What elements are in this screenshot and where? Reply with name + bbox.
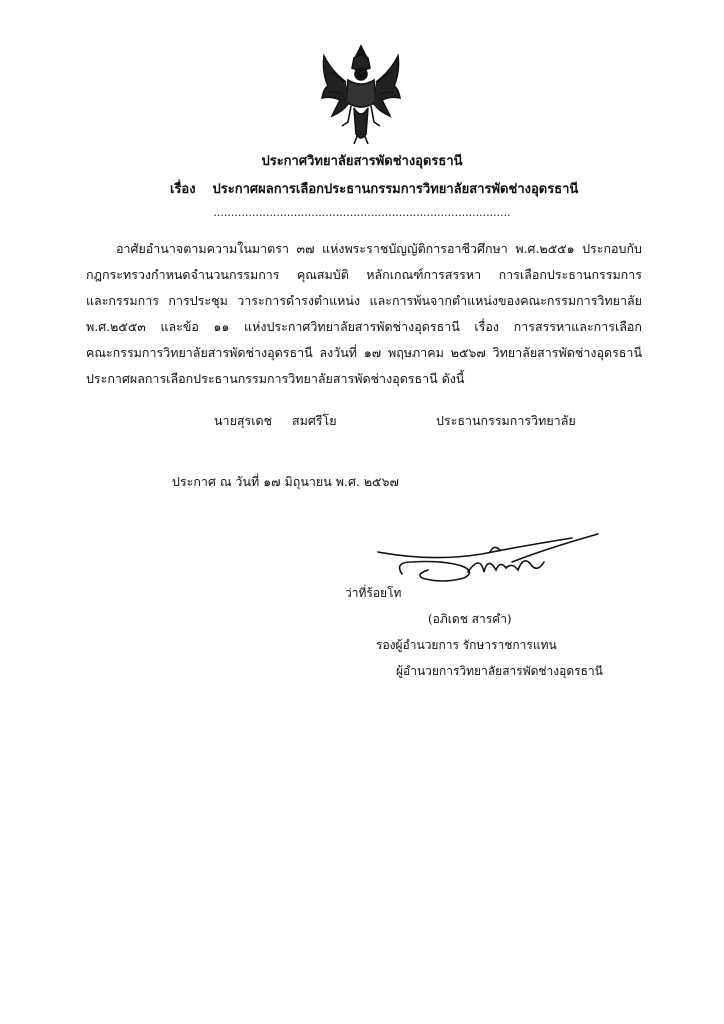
separator-dots: .....................................................................................: [213, 206, 511, 219]
result-position: ประธานกรรมการวิทยาลัย: [436, 413, 576, 428]
document-title: ประกาศวิทยาลัยสารพัดช่างอุดรธานี: [261, 154, 463, 169]
result-first-name: นายสุรเดช: [214, 413, 273, 428]
body-line: พ.ศ.๒๕๕๓ และข้อ ๑๑ แห่งประกาศวิทยาลัยสารพัดช่างอุดรธานี เรื่อง การสรรหาและการเลือก: [86, 319, 642, 334]
body-line: อาศัยอำนาจตามความในมาตรา ๓๗ แห่งพระราชบัญญัติการอาชีวศึกษา พ.ศ.๒๕๕๑ ประกอบกับ: [116, 241, 642, 256]
announcement-date: ประกาศ ณ วันที่ ๑๗ มิถุนายน พ.ศ. ๒๕๖๗: [172, 474, 399, 489]
signer-rank: ว่าที่ร้อยโท: [345, 586, 402, 600]
handwritten-signature: [372, 532, 602, 592]
signer-position-line1: รองผู้อำนวยการ รักษาราชการแทน: [376, 638, 557, 652]
subject-text: ประกาศผลการเลือกประธานกรรมการวิทยาลัยสารพัดช่างอุดรธานี: [212, 182, 579, 197]
subject-label: เรื่อง: [170, 182, 196, 197]
body-line: คณะกรรมการวิทยาลัยสารพัดช่างอุดรธานี ลงวันที่ ๑๗ พฤษภาคม ๒๕๖๗ วิทยาลัยสารพัดช่างอุดรธานี: [86, 345, 642, 360]
body-line: และกรรมการ การประชุม วาระการดำรงตำแหน่ง และการพ้นจากตำแหน่งของคณะกรรมการวิทยาลัย: [86, 293, 642, 308]
body-paragraph: [86, 236, 642, 392]
body-line: ประกาศผลการเลือกประธานกรรมการวิทยาลัยสารพัดช่างอุดรธานี ดังนี้: [86, 371, 465, 386]
subject-line: [170, 178, 578, 199]
result-last-name: สมศรีโย: [292, 413, 337, 428]
garuda-emblem-icon: [318, 42, 404, 146]
signer-name: (อภิเดช สารคำ): [428, 612, 512, 626]
signer-position-line2: ผู้อำนวยการวิทยาลัยสารพัดช่างอุดรธานี: [396, 664, 603, 678]
body-line: กฎกระทรวงกำหนดจำนวนกรรมการ คุณสมบัติ หลักเกณฑ์การสรรหา การเลือกประธานกรรมการ: [86, 267, 642, 282]
